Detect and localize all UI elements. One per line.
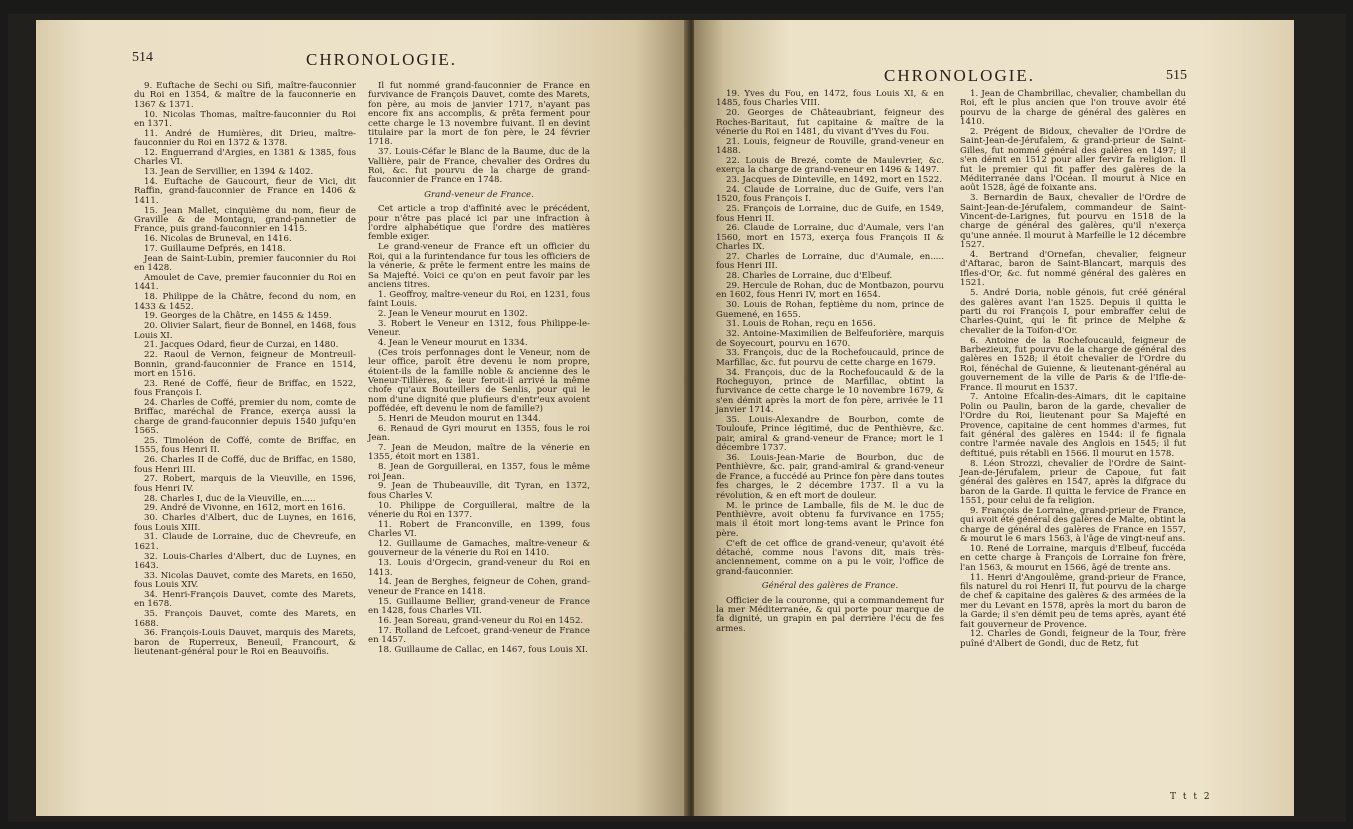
left-page-number: 514 bbox=[132, 50, 153, 65]
entry-paragraph: 13. Louis d'Orgecin, grand-veneur du Roi en 1413. bbox=[368, 558, 590, 578]
entry-paragraph: 10. Philippe de Corguillerai, maître de la vénerie du Roi en 1377. bbox=[368, 500, 590, 520]
entry-paragraph: 11. Robert de Franconville, en 1399, fous Charles VI. bbox=[368, 519, 590, 540]
entry-paragraph: 26. Claude de Lorraine, duc d'Aumale, vers l'an 1560, mort en 1573, exerça fous François II & Charles IX. bbox=[716, 223, 944, 253]
section-heading: Grand-veneur de France. bbox=[424, 189, 534, 200]
entry-paragraph: 9. François de Lorraine, grand-prieur de France, qui avoit été général des galères de Malte, obtint la charge de général des galères de France en 1557, & mourut le 6 mars 1563, à l'âge de vingt-neuf ans. bbox=[960, 506, 1186, 545]
entry-paragraph: 7. Jean de Meudon, maître de la vénerie en 1355, étoit mort en 1381. bbox=[368, 442, 590, 463]
entry-paragraph: 36. Louis-Jean-Marie de Bourbon, duc de Penthièvre, &c. pair, grand-amiral & grand-veneur de France, a fuccédé au Prince fon père dans toutes fes charges, le 2 décembre 1737. Il a vu la révolution, & en eft mort de douleur. bbox=[716, 453, 944, 501]
entry-paragraph: 27. Charles de Lorraine, duc d'Aumale, en..... fous Henri III. bbox=[716, 252, 944, 272]
entry-paragraph: 19. Yves du Fou, en 1472, fous Louis XI, & en 1485, fous Charles VIII. bbox=[716, 89, 944, 109]
entry-paragraph: 30. Charles d'Albert, duc de Luynes, en 1616, fous Louis XIII. bbox=[134, 513, 356, 533]
entry-paragraph: 20. Georges de Châteaubriant, feigneur des Roches-Baritaut, fut capitaine & maître de la vénerie du Roi en 1481, du vivant d'Yves du Fou. bbox=[716, 108, 944, 138]
entry-paragraph: 2. Jean le Veneur mourut en 1302. bbox=[378, 308, 528, 319]
entry-paragraph: Officier de la couronne, qui a commandement fur la mer Méditerranée, & qui porte pour marque de fa dignité, un grapin en pal derrière l'écu de fes armes. bbox=[716, 595, 944, 634]
entry-paragraph: 29. André de Vivonne, en 1612, mort en 1616. bbox=[144, 503, 346, 514]
entry-paragraph: 20. Olivier Salart, fieur de Bonnel, en 1468, fous Louis XI. bbox=[134, 321, 356, 341]
entry-paragraph: 19. Georges de la Châtre, en 1455 & 1459. bbox=[144, 311, 332, 322]
entry-paragraph: 11. Henri d'Angoulême, grand-prieur de France, fils naturel du roi Henri II, fut pourvu de la charge de chef & capitaine des galères & des armées de la mer du Levant en 1578, après la mort du baron de la Garde; il s'en démit peu de tems après, ayant été fait gouverneur de Provence. bbox=[960, 572, 1186, 630]
entry-paragraph: 18. Guillaume de Callac, en 1467, fous Louis XI. bbox=[378, 644, 588, 655]
left-column-1 bbox=[134, 82, 356, 658]
entry-paragraph: 26. Charles II de Coffé, duc de Briffac, en 1580, fous Henri III. bbox=[134, 455, 356, 475]
entry-paragraph: 31. Louis de Rohan, reçu en 1656. bbox=[726, 319, 876, 330]
entry-paragraph: 15. Guillaume Bellier, grand-veneur de France en 1428, fous Charles VII. bbox=[368, 596, 590, 616]
entry-paragraph: 5. Henri de Meudon mourut en 1344. bbox=[378, 413, 541, 424]
entry-paragraph: Jean de Saint-Lubin, premier fauconnier du Roi en 1428. bbox=[134, 253, 356, 274]
entry-paragraph: 33. Nicolas Dauvet, comte des Marets, en 1650, fous Louis XIV. bbox=[134, 570, 356, 591]
entry-paragraph: 11. André de Humières, dit Drieu, maître-fauconnier du Roi en 1372 & 1378. bbox=[134, 128, 356, 149]
entry-paragraph: 25. Timoléon de Coffé, comte de Briffac, en 1555, fous Henri II. bbox=[134, 436, 356, 456]
entry-paragraph: Amoulet de Cave, premier fauconnier du Roi en 1441. bbox=[134, 273, 356, 293]
entry-paragraph: 28. Charles de Lorraine, duc d'Elbeuf. bbox=[726, 271, 893, 282]
left-column-2 bbox=[368, 82, 590, 656]
entry-paragraph: 12. Guillaume de Gamaches, maître-veneur & gouverneur de la vénerie du Roi en 1410. bbox=[368, 538, 590, 559]
right-column-2 bbox=[960, 90, 1186, 650]
right-page-number: 515 bbox=[1166, 68, 1187, 83]
book-spread bbox=[8, 14, 1346, 822]
entry-paragraph: 2. Prégent de Bidoux, chevalier de l'Ordre de Saint-Jean-de-Jérufalem, & grand-prieur de Saint-Gilles, fut nommé général des galères en 1497; il s'en démit en 1512 pour aller fervir fa religion. Il fut le premier qui fit paffer des galères de la Méditerranée dans l'Océan. Il mourut à Nice en août 1528, âgé de foixante ans. bbox=[960, 127, 1186, 194]
entry-paragraph: Le grand-veneur de France eft un officier du Roi, qui a la furintendance fur tous les officiers de la vénerie, & prête le ferment entre les mains de Sa Majefté. Voici ce qu'on en peut favoir par les anciens titres. bbox=[368, 242, 590, 290]
entry-paragraph: 24. Charles de Coffé, premier du nom, comte de Briffac, maréchal de France, exerça aussi la charge de grand-fauconnier depuis 1540 jufqu'en 1565. bbox=[134, 398, 356, 437]
entry-paragraph: 23. René de Coffé, fieur de Briffac, en 1522, fous François I. bbox=[134, 378, 356, 399]
entry-paragraph: 17. Rolland de Lefcoet, grand-veneur de France en 1457. bbox=[368, 625, 590, 645]
entry-paragraph: Cet article a trop d'affinité avec le précédent, pour n'être pas placé ici par une infraction à l'ordre alphabétique que l'ordre des matières femble exiger. bbox=[368, 204, 590, 243]
entry-paragraph: 16. Jean Soreau, grand-veneur du Roi en 1452. bbox=[378, 615, 584, 626]
left-running-header: CHRONOLOGIE. bbox=[306, 50, 458, 69]
entry-paragraph: 3. Bernardin de Baux, chevalier de l'Ordre de Saint-Jean-de-Jérufalem, commandeur de Saint-Vincent-de-Larignes, fut pourvu en 1518 de la charge de général des galères, qu'il n'exerça qu'une année. Il mourut à Marfeille le 12 décembre 1527. bbox=[960, 193, 1186, 251]
right-column-1 bbox=[716, 90, 944, 635]
entry-paragraph: 37. Louis-Céfar le Blanc de la Baume, duc de la Vallière, pair de France, chevalier des Ordres du Roi, &c. fut pourvu de la charge de grand-fauconnier de France en 1748. bbox=[368, 147, 590, 186]
entry-paragraph: 12. Enguerrand d'Argies, en 1381 & 1385, fous Charles VI. bbox=[134, 148, 356, 168]
entry-paragraph: 22. Louis de Brezé, comte de Maulevrier, &c. exerça la charge de grand-veneur en 1496 & 1497. bbox=[716, 156, 944, 176]
entry-paragraph: 13. Jean de Servillier, en 1394 & 1402. bbox=[144, 167, 314, 178]
entry-paragraph: 12. Charles de Gondi, feigneur de la Tour, frère puîné d'Albert de Gondi, duc de Retz, fut bbox=[960, 629, 1186, 649]
entry-paragraph: 9. Euftache de Sechi ou Sifi, maître-fauconnier du Roi en 1354, & maître de la fauconnerie en 1367 & 1371. bbox=[134, 81, 356, 110]
entry-paragraph: 23. Jacques de Dinteville, en 1492, mort en 1522. bbox=[726, 175, 942, 186]
entry-paragraph: 14. Jean de Berghes, feigneur de Cohen, grand-veneur de France en 1418. bbox=[368, 577, 590, 597]
entry-paragraph: 16. Nicolas de Bruneval, en 1416. bbox=[144, 234, 292, 245]
entry-paragraph: C'eft de cet office de grand-veneur, qu'avoit été détaché, comme nous l'avons dit, mais très-anciennement, comme on a pu le voir, l'office de grand-fauconnier. bbox=[716, 538, 944, 577]
entry-paragraph: 1. Geoffroy, maître-veneur du Roi, en 1231, fous faint Louis. bbox=[368, 289, 590, 310]
entry-paragraph: 30. Louis de Rohan, feptième du nom, prince de Guemené, en 1655. bbox=[716, 300, 944, 320]
entry-paragraph: 8. Léon Strozzi, chevalier de l'Ordre de Saint-Jean-de-Jérufalem, prieur de Capoue, fut fait général des galères en 1547, après la difgrace du baron de la Garde. Il quitta le fervice de France en 1551, pour celui de fa religion. bbox=[960, 458, 1186, 507]
entry-paragraph: 29. Hercule de Rohan, duc de Montbazon, pourvu en 1602, fous Henri IV, mort en 1654. bbox=[716, 281, 944, 301]
entry-paragraph: 33. François, duc de la Rochefoucauld, prince de Marfillac, &c. fut pourvu de cette charge en 1679. bbox=[716, 348, 944, 368]
entry-paragraph: 7. Antoine Efcalin-des-Aimars, dit le capitaine Polin ou Paulin, baron de la garde, chevalier de l'Ordre du Roi, lieutenant pour Sa Majefté en Provence, capitaine de cent hommes d'armes, fut fait général des galères en 1544: il fe fignala contre l'armée navale des Anglois en 1545; il fut deftitué, puis rétabli en 1566. Il mourut en 1578. bbox=[960, 392, 1186, 459]
entry-paragraph: 35. Louis-Alexandre de Bourbon, comte de Touloufe, Prince légitimé, duc de Penthièvre, &c. pair, amiral & grand-veneur de France; mort le 1 décembre 1737. bbox=[716, 415, 944, 454]
entry-paragraph: 24. Claude de Lorraine, duc de Guife, vers l'an 1520, fous François I. bbox=[716, 185, 944, 205]
entry-paragraph: 6. Renaud de Gyri mourut en 1355, fous le roi Jean. bbox=[368, 423, 590, 444]
section-heading: Général des galères de France. bbox=[761, 581, 899, 592]
entry-paragraph: 36. François-Louis Dauvet, marquis des Marets, baron de Ruperreux, Beneuil, Francourt, & lieutenant-général pour le Roi en Beauvoifis. bbox=[134, 628, 356, 658]
left-page bbox=[36, 20, 688, 816]
entry-paragraph: 25. François de Lorraine, duc de Guife, en 1549, fous Henri II. bbox=[716, 204, 944, 224]
entry-paragraph: 32. Antoine-Maximilien de Belfeuforière, marquis de Soyecourt, pourvu en 1670. bbox=[716, 329, 944, 349]
entry-paragraph: 9. Jean de Thubeauville, dit Tyran, en 1372, fous Charles V. bbox=[368, 481, 590, 501]
entry-paragraph: 18. Philippe de la Châtre, fecond du nom, en 1433 & 1452. bbox=[134, 292, 356, 312]
entry-paragraph: 21. Louis, feigneur de Rouville, grand-veneur en 1488. bbox=[716, 136, 944, 157]
entry-paragraph: 15. Jean Mallet, cinquième du nom, fieur de Graville & de Montagu, grand-pannetier de France, puis grand-fauconnier en 1415. bbox=[134, 205, 356, 235]
entry-paragraph: 8. Jean de Gorguillerai, en 1357, fous le même roi Jean. bbox=[368, 462, 590, 482]
entry-paragraph: 4. Bertrand d'Ornefan, chevalier, feigneur d'Aftarac, baron de Saint-Blancart, marquis des Ifles-d'Or, &c. fut nommé général des galères en 1521. bbox=[960, 250, 1186, 289]
entry-paragraph: 10. René de Lorraine, marquis d'Elbeuf, fuccéda en cette charge à François de Lorraine fon frère, l'an 1563, & mourut en 1566, âgé de trente ans. bbox=[960, 544, 1186, 573]
signature-mark: T t t 2 bbox=[1170, 792, 1212, 802]
entry-paragraph: 34. Henri-François Dauvet, comte des Marets, en 1678. bbox=[134, 590, 356, 610]
entry-paragraph: Il fut nommé grand-fauconnier de France en furvivance de François Dauvet, comte des Marets, fon père, au mois de janvier 1717, n'ayant pas encore fix ans accomplis, & prêta ferment pour cette charge le 13 novembre fuivant. Il en devint titulaire par la mort de fon père, le 24 février 1718. bbox=[368, 81, 590, 148]
entry-paragraph: (Ces trois perfonnages dont le Veneur, nom de leur office, paroît être devenu le nom propre, étoient-ils de la famille noble & ancienne des le Veneur-Tillières, & leur feroit-il arrivé la même chofe qu'aux Bouteillers de Senlis, pour qui le nom d'une dignité que plufieurs d'entr'eux avoient poffédée, eft devenu le nom de famille?) bbox=[368, 347, 590, 415]
entry-paragraph: 21. Jacques Odard, fieur de Curzai, en 1480. bbox=[144, 340, 339, 351]
entry-paragraph: 22. Raoul de Vernon, feigneur de Montreuil-Bonnin, grand-fauconnier de France en 1514, mort en 1516. bbox=[134, 350, 356, 380]
entry-paragraph: 28. Charles I, duc de la Vieuville, en..... bbox=[144, 493, 316, 504]
entry-paragraph: 31. Claude de Lorraine, duc de Chevreufe, en 1621. bbox=[134, 532, 356, 552]
entry-paragraph: 32. Louis-Charles d'Albert, duc de Luynes, en 1643. bbox=[134, 551, 356, 572]
entry-paragraph: 34. François, duc de la Rochefoucauld & de la Rocheguyon, prince de Marfillac, obtint la furvivance de cette charge le 10 novembre 1679, & s'en démit après la mort de fon père, arrivée le 11 janvier 1714. bbox=[716, 367, 944, 416]
right-page bbox=[694, 20, 1294, 816]
entry-paragraph: 3. Robert le Veneur en 1312, fous Philippe-le-Veneur. bbox=[368, 318, 590, 339]
entry-paragraph: 27. Robert, marquis de la Vieuville, en 1596, fous Henri IV. bbox=[134, 474, 356, 494]
entry-paragraph: 14. Euftache de Gaucourt, fieur de Vici, dit Raffin, grand-fauconnier de France en 1406 & 1411. bbox=[134, 177, 356, 206]
entry-paragraph: 4. Jean le Veneur mourut en 1334. bbox=[378, 337, 528, 348]
entry-paragraph: 6. Antoine de la Rochefoucauld, feigneur de Barbezieux, fut pourvu de la charge de général des galères en 1528; il étoit chevalier de l'Ordre du Roi, fénéchal de Guienne, & lieutenant-général au gouvernement de la ville de Paris & de l'Ifle-de-France. Il mourut en 1537. bbox=[960, 335, 1186, 393]
right-running-header: CHRONOLOGIE. bbox=[884, 66, 1036, 85]
entry-paragraph: M. le prince de Lamballe, fils de M. le duc de Penthièvre, avoit obtenu fa furvivance en 1755; mais il étoit mort long-tems avant le Prince fon père. bbox=[716, 500, 944, 539]
entry-paragraph: 35. François Dauvet, comte des Marets, en 1688. bbox=[134, 609, 356, 629]
entry-paragraph: 1. Jean de Chambrillac, chevalier, chambellan du Roi, eft le plus ancien que l'on trouve avoir été pourvu de la charge de général des galères en 1410. bbox=[960, 89, 1186, 128]
entry-paragraph: 5. André Doria, noble génois, fut créé général des galères avant l'an 1525. Depuis il quitta le parti du roi François I, pour embraffer celui de Charles-Quint, qui le fit prince de Melphe & chevalier de la Toifon-d'Or. bbox=[960, 288, 1186, 336]
entry-paragraph: 17. Guillaume Defprés, en 1418. bbox=[144, 244, 286, 255]
entry-paragraph: 10. Nicolas Thomas, maître-fauconnier du Roi en 1371. bbox=[134, 109, 356, 130]
